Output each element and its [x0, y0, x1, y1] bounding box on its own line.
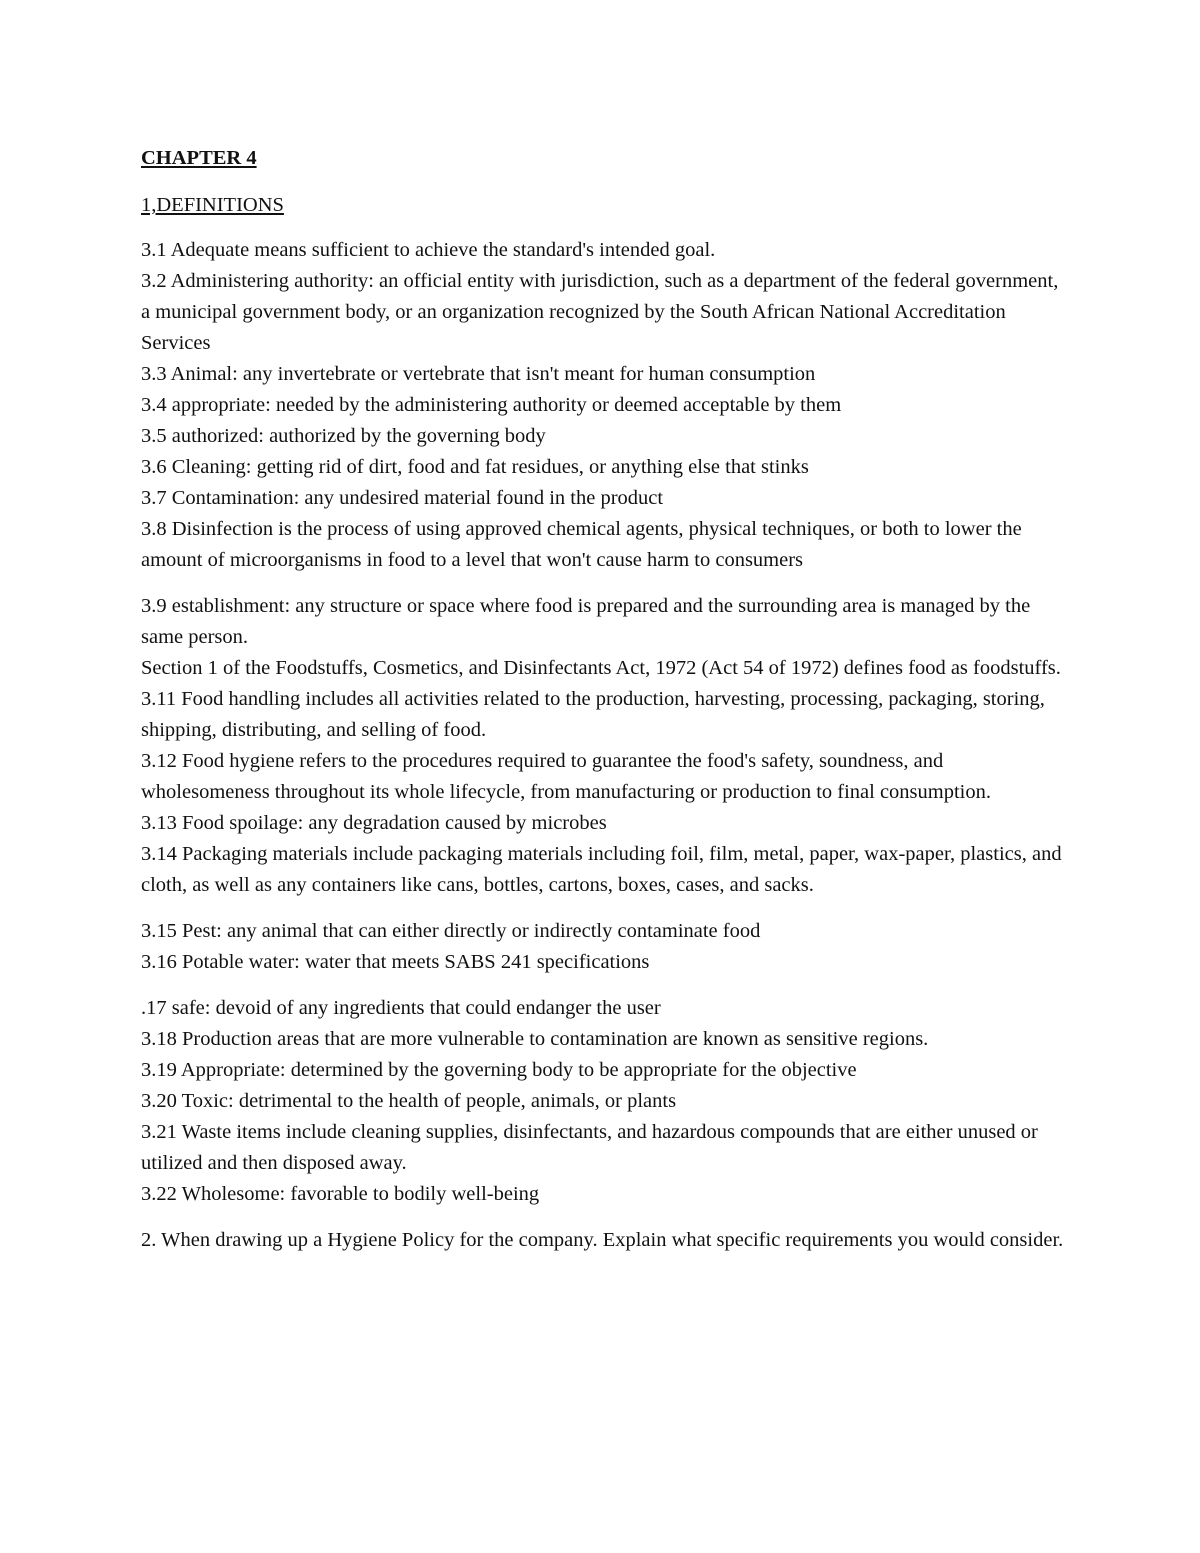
definition-line: 3.9 establishment: any structure or space where food is prepared and the surrounding area is managed by the same person.	[141, 595, 1031, 648]
definition-line: Section 1 of the Foodstuffs, Cosmetics, and Disinfectants Act, 1972 (Act 54 of 1972) defines food as foodstuffs.	[141, 657, 1061, 679]
definition-line: 3.8 Disinfection is the process of using approved chemical agents, physical techniques, or both to lower the amount of microorganisms in food to a level that won't cause harm to consumers	[141, 518, 1022, 571]
paragraph-block	[141, 993, 1071, 1210]
definition-line: 3.4 appropriate: needed by the administering authority or deemed acceptable by them	[141, 394, 842, 416]
definition-line: 3.2 Administering authority: an official entity with jurisdiction, such as a department of the federal government, a municipal government body, or an organization recognized by the South African National Accreditation Services	[141, 270, 1059, 354]
definition-line: 3.12 Food hygiene refers to the procedures required to guarantee the food's safety, soundness, and wholesomeness throughout its whole lifecycle, from manufacturing or production to final consumption.	[141, 750, 991, 803]
paragraph-block	[141, 916, 1071, 978]
definition-line: 3.13 Food spoilage: any degradation caused by microbes	[141, 812, 607, 834]
definition-line: 3.20 Toxic: detrimental to the health of people, animals, or plants	[141, 1090, 677, 1112]
definition-line: 3.22 Wholesome: favorable to bodily well-being	[141, 1183, 540, 1205]
definition-line: 3.18 Production areas that are more vulnerable to contamination are known as sensitive regions.	[141, 1028, 929, 1050]
definition-line: 3.14 Packaging materials include packaging materials including foil, film, metal, paper, wax-paper, plastics, and cloth, as well as any containers like cans, bottles, cartons, boxes, cases, and sacks.	[141, 843, 1062, 896]
paragraph-block	[141, 591, 1071, 901]
paragraph-block	[141, 1225, 1071, 1256]
definition-line: 3.7 Contamination: any undesired material found in the product	[141, 487, 664, 509]
definition-line: 3.6 Cleaning: getting rid of dirt, food and fat residues, or anything else that stinks	[141, 456, 809, 478]
document-page	[141, 143, 1071, 1256]
paragraph-block	[141, 235, 1071, 576]
definition-line: 3.5 authorized: authorized by the governing body	[141, 425, 546, 447]
definition-line: 3.3 Animal: any invertebrate or vertebrate that isn't meant for human consumption	[141, 363, 816, 385]
definition-line: 3.19 Appropriate: determined by the governing body to be appropriate for the objective	[141, 1059, 857, 1081]
chapter-heading: CHAPTER 4	[141, 147, 257, 169]
definitions-body	[141, 235, 1071, 1256]
definition-line: 3.15 Pest: any animal that can either directly or indirectly contaminate food	[141, 920, 761, 942]
section-heading: 1,DEFINITIONS	[141, 194, 284, 216]
definition-line: 3.21 Waste items include cleaning supplies, disinfectants, and hazardous compounds that are either unused or utilized and then disposed away.	[141, 1121, 1038, 1174]
definition-line: 3.11 Food handling includes all activities related to the production, harvesting, processing, packaging, storing, shipping, distributing, and selling of food.	[141, 688, 1045, 741]
definition-line: .17 safe: devoid of any ingredients that could endanger the user	[141, 997, 661, 1019]
definition-line: 3.16 Potable water: water that meets SABS 241 specifications	[141, 951, 650, 973]
definition-line: 3.1 Adequate means sufficient to achieve the standard's intended goal.	[141, 239, 716, 261]
definition-line: 2. When drawing up a Hygiene Policy for the company. Explain what specific requirements you would consider.	[141, 1229, 1064, 1251]
